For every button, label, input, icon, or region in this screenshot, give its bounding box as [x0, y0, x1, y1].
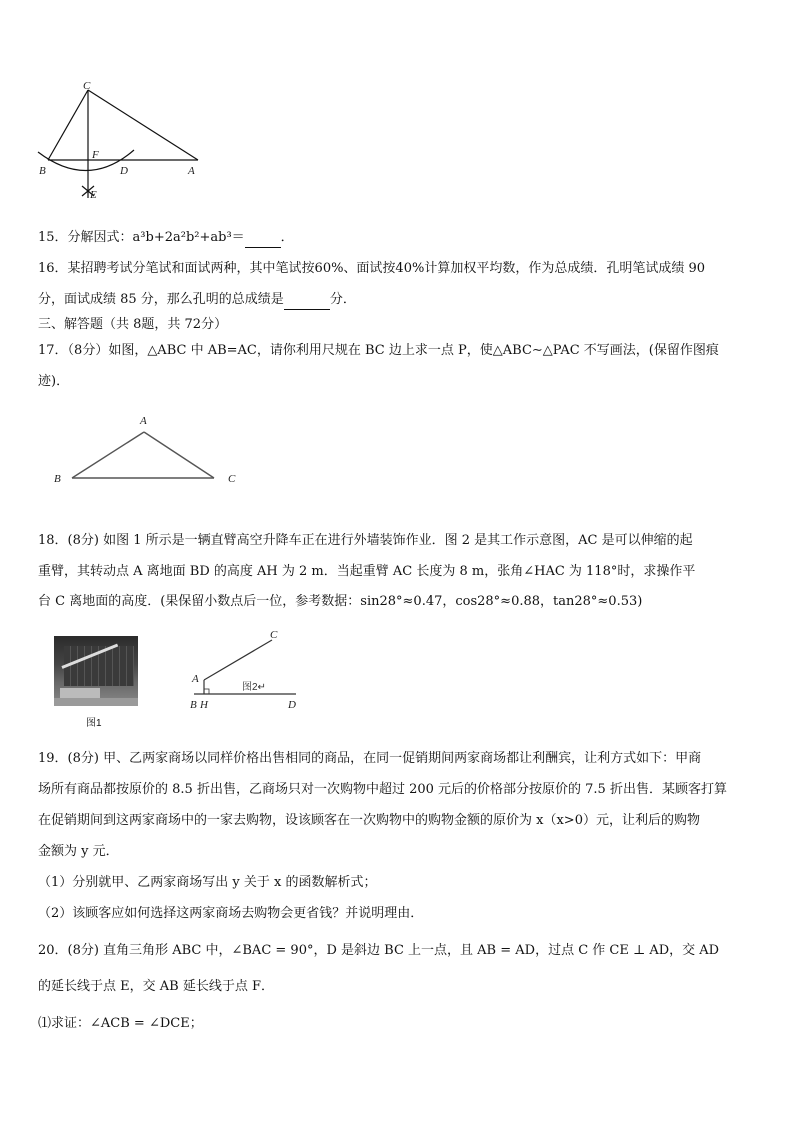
q14-figure [30, 80, 210, 210]
q18-fig2-diagram [180, 628, 310, 714]
q16-line2a: 分，面试成绩 85 分，那么孔明的总成绩是 [38, 292, 284, 307]
q17-triangle-figure [48, 410, 248, 490]
q18-line2: 重臂，其转动点 A 离地面 BD 的高度 AH 为 2 m．当起重臂 AC 长度为 8 m，张角∠HAC 为 118°时，求操作平 [38, 564, 696, 579]
q18-fig2-caption: 图2↵ [242, 682, 266, 693]
q18-fig2-label-b: B [190, 699, 197, 711]
q14-label-a: A [188, 165, 195, 177]
q14-label-f: F [92, 149, 99, 161]
q20-line1: 20．(8分) 直角三角形 ABC 中，∠BAC = 90°，D 是斜边 BC 上一点，且 AB = AD，过点 C 作 CE ⊥ AD，交 AD [38, 943, 720, 958]
q16-line2 [38, 290, 356, 310]
q17-label-a: A [140, 415, 147, 427]
q17-label-b: B [54, 473, 61, 485]
q18-fig2-label-c: C [270, 629, 278, 641]
q18-fig1-photo [54, 636, 138, 706]
q19-line3: 在促销期间到这两家商场中的一家去购物，设该顾客在一次购物中的购物金额的原价为 x（x>0）元，让利后的购物 [38, 813, 700, 828]
q15-tail: ． [280, 230, 294, 245]
q18-fig2-label-h: H [200, 699, 208, 711]
q18-fig2-label-a: A [192, 673, 199, 685]
q18-line3: 台 C 离地面的高度．(果保留小数点后一位，参考数据：sin28°≈0.47，cos28°≈0.88，tan28°≈0.53) [38, 594, 643, 609]
q17-line2: 迹)． [38, 374, 70, 389]
q17-line1: 17．（8分）如图，△ABC 中 AB=AC，请你利用尺规在 BC 边上求一点 P，使△ABC∼△PAC 不写画法，(保留作图痕 [38, 343, 719, 358]
q16-line2b: 分． [329, 292, 356, 307]
section-3-title: 三、解答题（共 8题，共 72分） [38, 317, 228, 332]
q16-line1: 16．某招聘考试分笔试和面试两种，其中笔试按60%、面试按40%计算加权平均数，作为总成绩．孔明笔试成绩 90 [38, 261, 706, 276]
q14-label-c: C [83, 80, 91, 92]
q14-label-e: E [90, 189, 97, 201]
q18-fig2-label-d: D [288, 699, 296, 711]
q18-fig1-caption: 图1 [86, 718, 102, 729]
q15-blank [245, 233, 281, 248]
q17-label-c: C [228, 473, 236, 485]
q19-sub1: （1）分别就甲、乙两家商场写出 y 关于 x 的函数解析式； [38, 875, 377, 890]
q19-line1: 19．(8分) 甲、乙两家商场以同样价格出售相同的商品，在同一促销期间两家商场都让利酬宾，让利方式如下：甲商 [38, 751, 702, 766]
q14-label-d: D [120, 165, 128, 177]
q16-blank [284, 295, 330, 310]
q19-sub2: （2）该顾客应如何选择这两家商场去购物会更省钱？并说明理由． [38, 906, 424, 921]
q15-text [38, 228, 294, 248]
q19-line4: 金额为 y 元． [38, 844, 119, 859]
q18-line1: 18．(8分) 如图 1 所示是一辆直臂高空升降车正在进行外墙装饰作业．图 2 是其工作示意图，AC 是可以伸缩的起 [38, 533, 693, 548]
q19-line2: 场所有商品都按原价的 8.5 折出售，乙商场只对一次购物中超过 200 元后的价格部分按原价的 7.5 折出售．某顾客打算 [38, 782, 727, 797]
q20-line2: 的延长线于点 E，交 AB 延长线于点 F． [38, 979, 274, 994]
q20-sub1: ⑴求证：∠ACB = ∠DCE； [38, 1016, 203, 1031]
q15-body: 15．分解因式：a³b+2a²b²+ab³＝ [38, 230, 245, 245]
q14-label-b: B [39, 165, 46, 177]
